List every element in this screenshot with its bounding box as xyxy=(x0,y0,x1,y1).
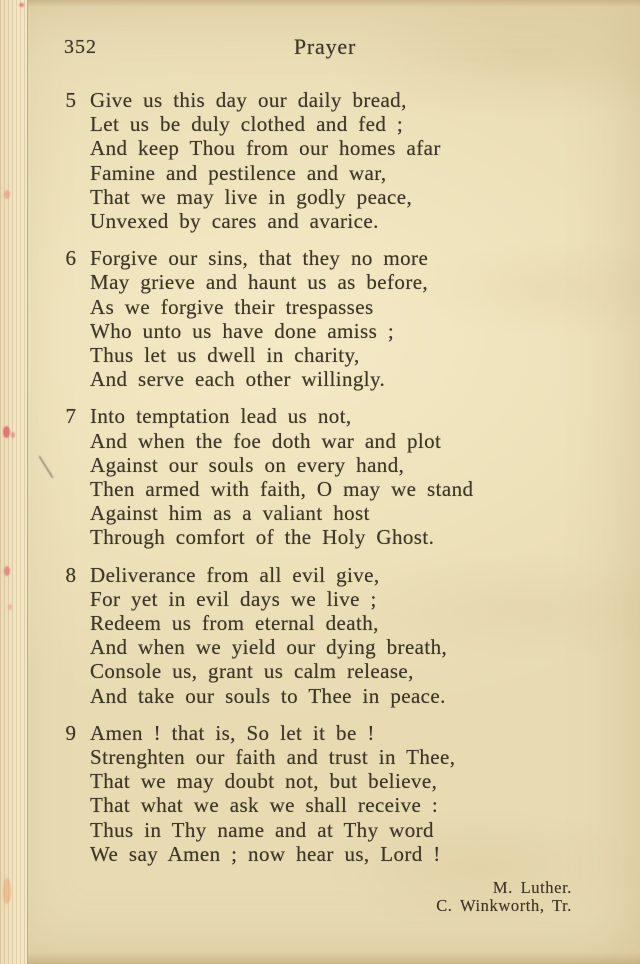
verse-line: Give us this day our daily bread, xyxy=(90,88,407,112)
verse-line: That we may live in godly peace, xyxy=(90,184,413,209)
verse-line: As we forgive their trespasses xyxy=(90,294,374,319)
verse-line: Then armed with faith, O may we stand xyxy=(90,477,474,502)
verse-line: And keep Thou from our homes afar xyxy=(90,136,441,161)
verse-line: Into temptation lead us not, xyxy=(90,404,352,429)
verse-number: 8 xyxy=(65,562,76,587)
verse-line: And when the foe doth war and plot xyxy=(90,428,442,453)
red-edge-speck xyxy=(11,432,15,438)
red-edge-speck xyxy=(3,878,11,904)
verse-line: That we may doubt not, but believe, xyxy=(90,769,438,794)
red-edge-speck xyxy=(3,426,10,438)
verse-line: Let us be duly clothed and fed ; xyxy=(90,112,404,137)
translator-credit: C. Winkworth, Tr. xyxy=(436,896,572,916)
verse-line: Strenghten our faith and trust in Thee, xyxy=(90,745,456,770)
hymn-text-block xyxy=(65,88,600,916)
verse-line: Redeem us from eternal death, xyxy=(90,611,379,636)
stanza xyxy=(65,88,600,234)
verse-line: Against him as a valiant host xyxy=(90,501,370,526)
verse-line: Amen ! that is, So let it be ! xyxy=(90,720,375,745)
verse-line: Thus in Thy name and at Thy word xyxy=(90,817,434,842)
verse-line: And when we yield our dying breath, xyxy=(90,635,448,660)
red-edge-speck xyxy=(4,190,10,199)
red-edge-speck xyxy=(8,604,12,610)
stray-pencil-mark xyxy=(38,455,53,478)
page-number: 352 xyxy=(64,36,97,58)
verse-number: 5 xyxy=(65,88,76,112)
verse-number: 6 xyxy=(65,246,76,271)
verse-line: Unvexed by cares and avarice. xyxy=(90,209,379,234)
verse-line: Console us, grant us calm release, xyxy=(90,659,414,684)
author-credit: M. Luther. xyxy=(492,878,572,898)
verse-line: Deliverance from all evil give, xyxy=(90,562,380,587)
verse-number: 9 xyxy=(65,720,76,745)
verse-line: May grieve and haunt us as before, xyxy=(90,270,429,295)
verse-line: Famine and pestilence and war, xyxy=(90,160,387,185)
red-edge-speck xyxy=(19,3,24,7)
verse-line: And serve each other willingly. xyxy=(90,367,386,392)
verse-line: Forgive our sins, that they no more xyxy=(90,246,429,271)
verse-line: Thus let us dwell in charity, xyxy=(90,343,360,368)
hymn-stanzas xyxy=(65,88,600,866)
book-page-edges xyxy=(0,0,28,964)
verse-line: Who unto us have done amiss ; xyxy=(90,318,395,343)
attribution xyxy=(90,879,600,915)
stanza xyxy=(65,720,600,866)
verse-line: Against our souls on every hand, xyxy=(90,452,405,477)
verse-line: Through comfort of the Holy Ghost. xyxy=(90,525,435,550)
verse-line: And take our souls to Thee in peace. xyxy=(90,683,446,708)
verse-line: For yet in evil days we live ; xyxy=(90,586,377,611)
red-edge-speck xyxy=(4,566,10,576)
stanza xyxy=(65,562,600,708)
verse-number: 7 xyxy=(65,404,76,429)
verse-line: We say Amen ; now hear us, Lord ! xyxy=(90,841,441,866)
running-title: Prayer xyxy=(293,34,357,59)
verse-line: That what we ask we shall receive : xyxy=(90,793,439,818)
stanza xyxy=(65,246,600,392)
stanza xyxy=(65,404,600,550)
